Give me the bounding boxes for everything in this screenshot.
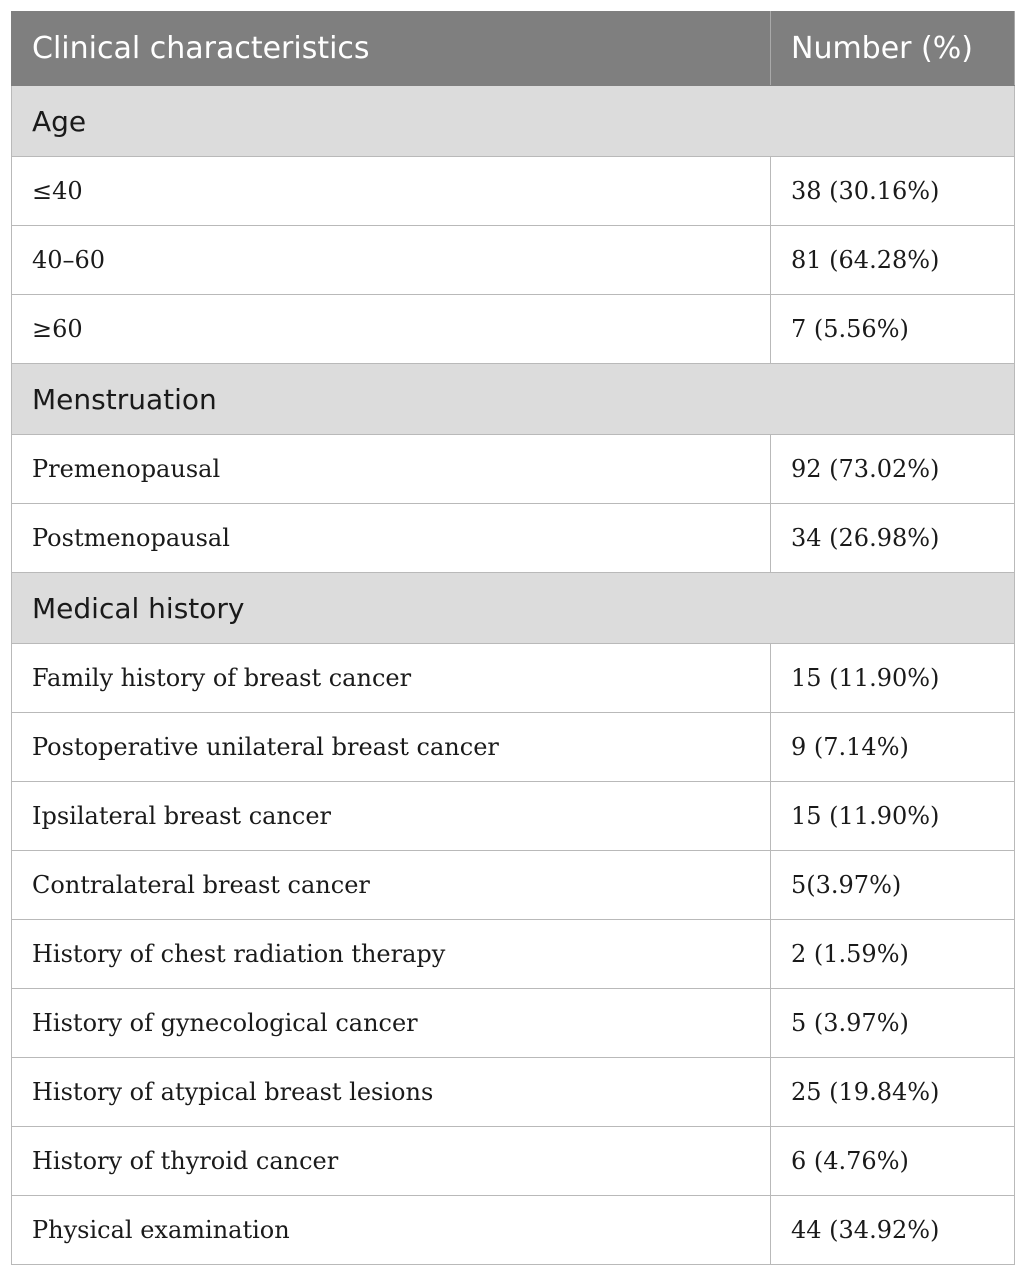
row-label: History of thyroid cancer [12,1127,771,1196]
table-row [12,157,1015,226]
section-title: Age [12,86,1015,157]
row-value: 5(3.97%) [771,851,1015,920]
section-row-menstruation [12,364,1015,435]
row-value: 15 (11.90%) [771,782,1015,851]
table-row [12,782,1015,851]
row-label: Postmenopausal [12,504,771,573]
row-label: History of atypical breast lesions [12,1058,771,1127]
section-row-age [12,86,1015,157]
row-label: 40–60 [12,226,771,295]
table-row [12,226,1015,295]
header-number-percent: Number (%) [771,12,1015,86]
row-value: 81 (64.28%) [771,226,1015,295]
row-value: 6 (4.76%) [771,1127,1015,1196]
section-title: Medical history [12,573,1015,644]
row-value: 38 (30.16%) [771,157,1015,226]
table-row [12,1058,1015,1127]
row-label: ≤40 [12,157,771,226]
table-body [12,86,1015,1265]
table-row [12,989,1015,1058]
row-label: History of gynecological cancer [12,989,771,1058]
row-label: Postoperative unilateral breast cancer [12,713,771,782]
row-value: 9 (7.14%) [771,713,1015,782]
row-label: Contralateral breast cancer [12,851,771,920]
clinical-characteristics-table-container [11,11,1014,1265]
table-row [12,1127,1015,1196]
table-row [12,644,1015,713]
row-label: Premenopausal [12,435,771,504]
section-title: Menstruation [12,364,1015,435]
clinical-characteristics-table [11,11,1015,1265]
row-label: Family history of breast cancer [12,644,771,713]
table-row [12,713,1015,782]
row-label: ≥60 [12,295,771,364]
table-row [12,504,1015,573]
section-row-medical-history [12,573,1015,644]
table-row [12,295,1015,364]
row-value: 25 (19.84%) [771,1058,1015,1127]
row-value: 2 (1.59%) [771,920,1015,989]
row-label: Ipsilateral breast cancer [12,782,771,851]
table-row [12,851,1015,920]
table-row [12,920,1015,989]
row-value: 7 (5.56%) [771,295,1015,364]
row-label: Physical examination [12,1196,771,1265]
table-row [12,435,1015,504]
table-header [12,12,1015,86]
row-value: 34 (26.98%) [771,504,1015,573]
row-label: History of chest radiation therapy [12,920,771,989]
row-value: 15 (11.90%) [771,644,1015,713]
row-value: 5 (3.97%) [771,989,1015,1058]
row-value: 44 (34.92%) [771,1196,1015,1265]
header-clinical-characteristics: Clinical characteristics [12,12,771,86]
row-value: 92 (73.02%) [771,435,1015,504]
header-row [12,12,1015,86]
table-row [12,1196,1015,1265]
